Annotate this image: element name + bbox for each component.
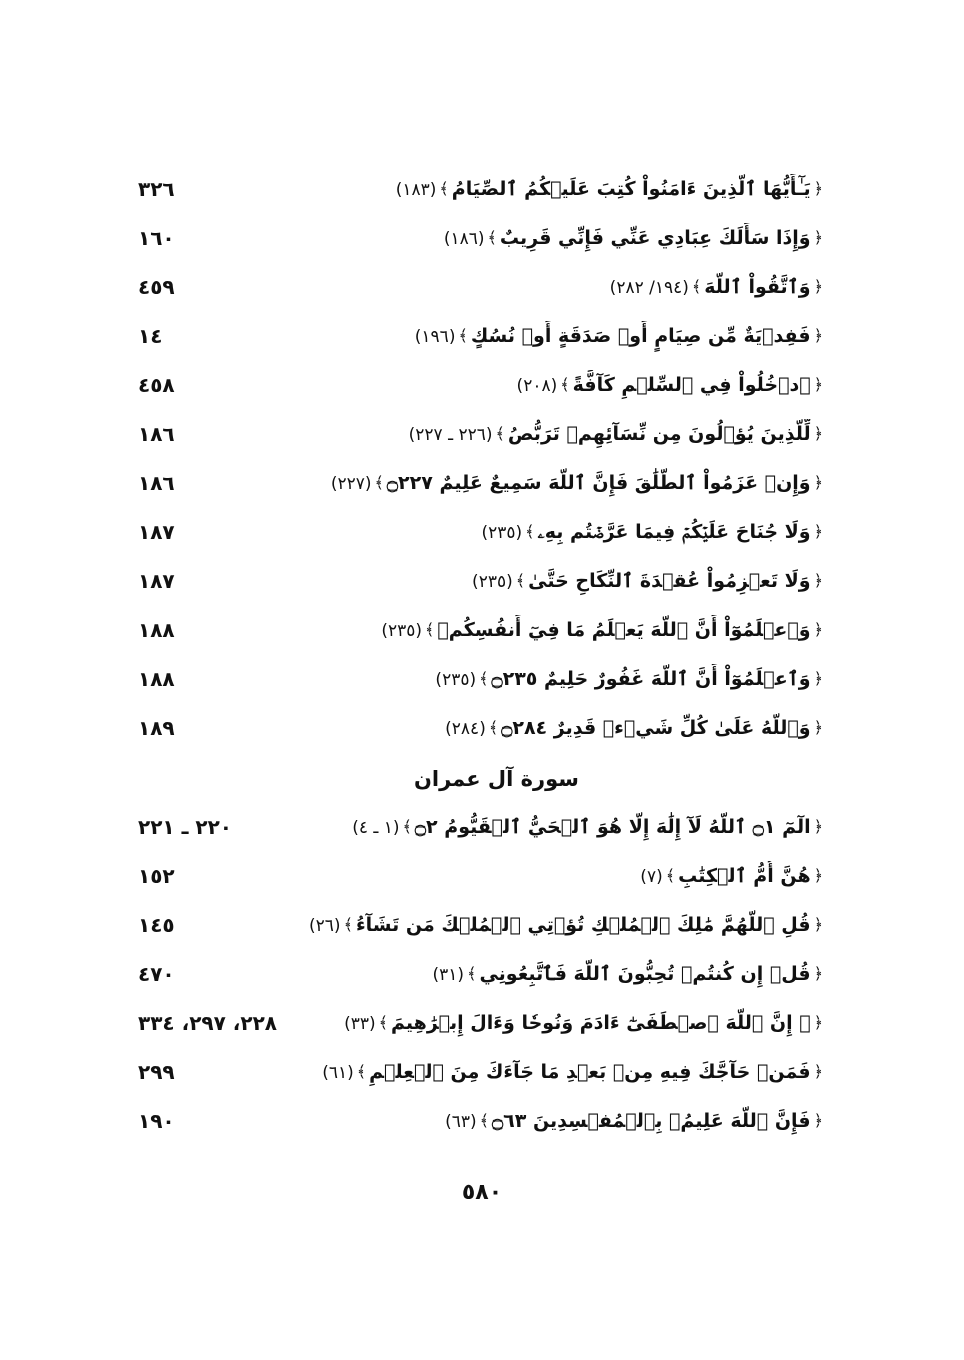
- ornament-open-icon: ﴿: [813, 915, 823, 934]
- ornament-close-icon: ﴾: [479, 1111, 489, 1130]
- ornament-close-icon: ﴾: [378, 1013, 388, 1032]
- page-references: ٤٧٠: [138, 962, 175, 986]
- index-row: [0, 264, 964, 313]
- page-references: ٢٢٠ ـ ٢٢١: [138, 815, 233, 839]
- page-references: ١٩٠: [138, 1109, 175, 1133]
- page-references: ١٥٢: [138, 864, 175, 888]
- ornament-close-icon: ﴾: [691, 277, 702, 296]
- verse-text: وَٱللَّهُ عَلَىٰ كُلِّ شَيۡءٖ قَدِيرٌ ۝٢٨٤: [501, 717, 811, 739]
- page-references: ١٨٨: [138, 667, 175, 691]
- page-references: ١٨٧: [138, 569, 175, 593]
- page-references: ٤٥٨: [138, 373, 175, 397]
- verse-entry: [352, 812, 826, 843]
- page-references: ٣٢٦: [138, 177, 175, 201]
- ornament-open-icon: ﴿: [813, 964, 823, 983]
- index-row: [0, 313, 964, 362]
- page-references: ١٨٩: [138, 716, 175, 740]
- index-row: [0, 951, 964, 1000]
- verse-entry: [344, 1008, 826, 1039]
- verse-text: الٓمٓ ۝١ ٱللَّهُ لَآ إِلَٰهَ إِلَّا هُوَ ٱلۡحَيُّ ٱلۡقَيُّومُ ۝٢: [414, 816, 811, 838]
- page-number: ٥٨٠: [461, 1180, 503, 1205]
- verse-entry: [381, 615, 826, 646]
- verse-entry: [472, 566, 826, 597]
- ornament-open-icon: ﴿: [813, 375, 823, 394]
- ornament-close-icon: ﴾: [458, 326, 468, 345]
- ornament-open-icon: ﴿: [813, 1111, 823, 1130]
- verse-reference: (٢٦): [309, 916, 341, 936]
- index-row: [0, 607, 964, 656]
- verse-entry: [433, 959, 826, 990]
- verse-reference: (٧): [640, 867, 663, 887]
- verse-text: وَإِذَا سَأَلَكَ عِبَادِي عَنِّي فَإِنِّي قَرِيبٌ: [499, 227, 811, 249]
- page-references: ١٨٦: [138, 471, 175, 495]
- ornament-close-icon: ﴾: [487, 228, 497, 247]
- surah-heading: سورة آل عمران: [414, 767, 579, 791]
- index-row: [0, 902, 964, 951]
- ornament-close-icon: ﴾: [515, 571, 526, 590]
- page-references: ١٨٦: [138, 422, 175, 446]
- verse-entry: [415, 321, 826, 352]
- verse-reference: (٢٢٦ ـ ٢٢٧): [408, 425, 493, 445]
- ornament-close-icon: ﴾: [665, 866, 676, 885]
- ornament-open-icon: ﴿: [813, 522, 823, 541]
- index-row: [0, 705, 964, 754]
- ornament-close-icon: ﴾: [343, 915, 353, 934]
- ornament-close-icon: ﴾: [525, 522, 535, 541]
- ornament-open-icon: ﴿: [813, 326, 823, 345]
- verse-text: يَـٰٓأَيُّهَا ٱلَّذِينَ ءَامَنُواْ كُتِبَ عَلَيۡكُمُ ٱلصِّيَامُ: [451, 178, 811, 200]
- verse-index-list: [0, 166, 964, 1147]
- verse-reference: (١٩٦): [414, 327, 456, 347]
- ornament-close-icon: ﴾: [425, 620, 435, 639]
- verse-entry: [331, 468, 826, 499]
- ornament-close-icon: ﴾: [560, 375, 570, 394]
- index-row: [0, 215, 964, 264]
- verse-reference: (١٨٦): [443, 229, 485, 249]
- verse-reference: (٢٠٨): [516, 376, 558, 396]
- page-references: ٢٩٩: [138, 1060, 175, 1084]
- verse-reference: (٢٣٥): [435, 670, 477, 690]
- verse-reference: (٢٢٧): [330, 474, 372, 494]
- verse-reference: (٦١): [322, 1063, 354, 1083]
- verse-reference: (٢٨٤): [445, 719, 486, 739]
- verse-reference: (٣١): [432, 965, 465, 985]
- index-row: [0, 411, 964, 460]
- index-row: [0, 853, 964, 902]
- index-row: [0, 558, 964, 607]
- verse-entry: [409, 419, 826, 450]
- verse-entry: [445, 1106, 826, 1137]
- page-references: ١٨٧: [138, 520, 175, 544]
- verse-reference: (٣٣): [344, 1014, 376, 1034]
- page-references: ٢٢٨، ٢٩٧، ٣٣٤: [138, 1011, 277, 1035]
- ornament-open-icon: ﴿: [813, 424, 823, 443]
- index-row: [0, 166, 964, 215]
- page-references: ١٤٥: [138, 913, 175, 937]
- verse-text: وَٱتَّقُواْ ٱللَّهَ: [704, 276, 811, 298]
- verse-text: وَٱعۡلَمُوٓاْ أَنَّ ٱللَّهَ غَفُورٌ حَلِيمٌ ۝٢٣٥: [491, 668, 811, 690]
- verse-text: لِّلَّذِينَ يُؤۡلُونَ مِن نِّسَآئِهِمۡ تَرَبُّصُ: [507, 423, 811, 445]
- page-references: ١٨٨: [138, 618, 175, 642]
- verse-text: وَٱعۡلَمُوٓاْ أَنَّ ٱللَّهَ يَعۡلَمُ مَا فِيٓ أَنفُسِكُمۡ: [437, 619, 811, 641]
- index-row: [0, 460, 964, 509]
- ornament-open-icon: ﴿: [813, 277, 823, 296]
- verse-text: قُلِ ٱللَّهُمَّ مَٰلِكَ ٱلۡمُلۡكِ تُؤۡتِي ٱلۡمُلۡكَ مَن تَشَآءُ: [355, 914, 811, 936]
- ornament-open-icon: ﴿: [813, 571, 823, 590]
- ornament-open-icon: ﴿: [813, 620, 823, 639]
- ornament-open-icon: ﴿: [813, 179, 823, 198]
- ornament-close-icon: ﴾: [495, 424, 505, 443]
- index-row: [0, 656, 964, 705]
- index-row: [0, 1098, 964, 1147]
- verse-entry: [640, 861, 826, 892]
- verse-reference: (١٩٤/ ٢٨٢): [609, 278, 689, 298]
- verse-entry: [322, 1057, 826, 1088]
- verse-reference: (٢٣٥): [481, 523, 523, 543]
- verse-text: فَمَنۡ حَآجَّكَ فِيهِ مِنۢ بَعۡدِ مَا جَآءَكَ مِنَ ٱلۡعِلۡمِ: [369, 1061, 811, 1083]
- ornament-close-icon: ﴾: [402, 817, 412, 836]
- ornament-open-icon: ﴿: [813, 473, 823, 492]
- ornament-open-icon: ﴿: [813, 1062, 823, 1081]
- verse-text: فَفِدۡيَةٌ مِّن صِيَامٍ أَوۡ صَدَقَةٍ أَوۡ نُسُكٍ: [470, 325, 811, 347]
- surah-heading-row: [0, 754, 964, 804]
- ornament-close-icon: ﴾: [374, 473, 384, 492]
- ornament-open-icon: ﴿: [813, 718, 823, 737]
- ornament-open-icon: ﴿: [813, 1013, 823, 1032]
- ornament-open-icon: ﴿: [813, 669, 823, 688]
- verse-entry: [435, 664, 826, 695]
- verse-text: فَإِنَّ ٱللَّهَ عَلِيمُۢ بِٱلۡمُفۡسِدِينَ ۝٦٣: [492, 1110, 811, 1132]
- verse-text: ۞ إِنَّ ٱللَّهَ ٱصۡطَفَىٰٓ ءَادَمَ وَنُوحٗا وَءَالَ إِبۡرَٰهِيمَ: [391, 1012, 811, 1034]
- verse-text: ٱدۡخُلُواْ فِي ٱلسِّلۡمِ كَآفَّةً: [572, 374, 811, 396]
- page-references: ١٤: [138, 324, 163, 348]
- verse-reference: (٢٣٥): [472, 572, 513, 592]
- ornament-close-icon: ﴾: [479, 669, 489, 688]
- ornament-close-icon: ﴾: [467, 964, 477, 983]
- verse-entry: [309, 910, 826, 941]
- index-row: [0, 804, 964, 853]
- verse-text: وَلَا تَعۡزِمُواْ عُقۡدَةَ ٱلنِّكَاحِ حَتَّىٰ: [528, 570, 811, 592]
- index-row: [0, 509, 964, 558]
- verse-text: هُنَّ أُمُّ ٱلۡكِتَٰبِ: [678, 865, 811, 887]
- verse-reference: (٦٣): [445, 1112, 477, 1132]
- verse-reference: (٢٣٥): [381, 621, 423, 641]
- verse-entry: [517, 370, 826, 401]
- verse-text: وَإِنۡ عَزَمُواْ ٱلطَّلَٰقَ فَإِنَّ ٱللَّهَ سَمِيعٌ عَلِيمٌ ۝٢٢٧: [386, 472, 811, 494]
- verse-text: وَلَا جُنَاحَ عَلَيۡكُمۡ فِيمَا عَرَّضۡتُم بِهِۦ: [537, 521, 811, 543]
- verse-reference: (١٨٣): [395, 180, 437, 200]
- index-row: [0, 362, 964, 411]
- verse-reference: (١ ـ ٤): [352, 818, 400, 838]
- verse-text: قُلۡ إِن كُنتُمۡ تُحِبُّونَ ٱللَّهَ فَٱتَّبِعُونِي: [479, 963, 811, 985]
- ornament-close-icon: ﴾: [356, 1062, 367, 1081]
- ornament-open-icon: ﴿: [813, 228, 823, 247]
- verse-entry: [396, 174, 826, 205]
- verse-entry: [481, 517, 826, 548]
- ornament-close-icon: ﴾: [439, 179, 449, 198]
- verse-entry: [444, 223, 826, 254]
- ornament-open-icon: ﴿: [813, 866, 823, 885]
- verse-entry: [445, 713, 826, 744]
- page-references: ٤٥٩: [138, 275, 175, 299]
- verse-entry: [610, 272, 826, 303]
- page-references: ١٦٠: [138, 226, 175, 250]
- index-row: [0, 1049, 964, 1098]
- ornament-close-icon: ﴾: [488, 718, 499, 737]
- index-row: [0, 1000, 964, 1049]
- ornament-open-icon: ﴿: [813, 817, 823, 836]
